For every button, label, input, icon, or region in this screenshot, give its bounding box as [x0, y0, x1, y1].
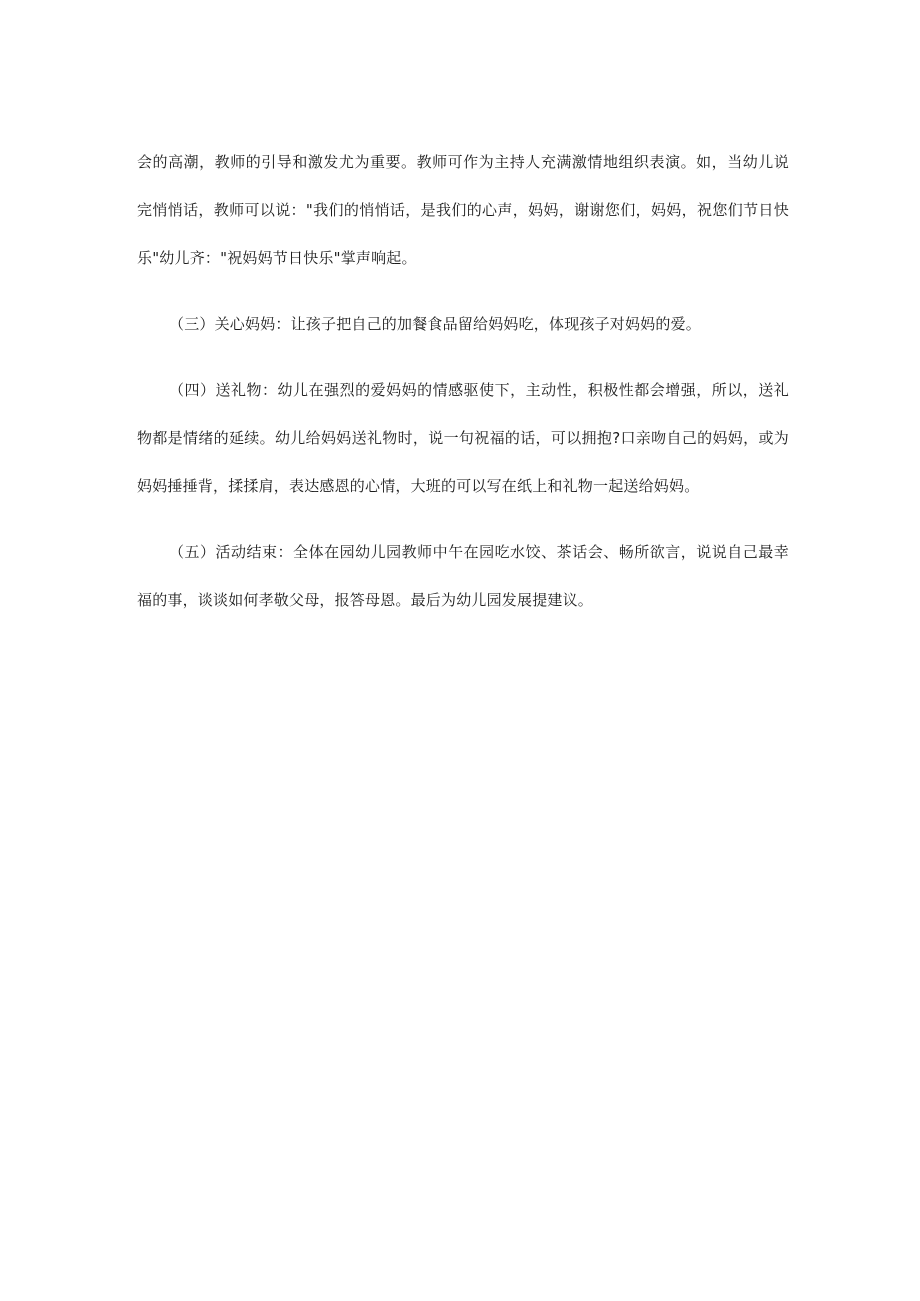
paragraph-section-4: （四）送礼物：幼儿在强烈的爱妈妈的情感驱使下，主动性，积极性都会增强，所以，送礼物都是情绪的延续。幼儿给妈妈送礼物时，说一句祝福的话，可以拥抱?口亲吻自己的妈妈，或为妈妈捶捶背，揉揉肩，表达感恩的心情，大班的可以写在纸上和礼物一起送给妈妈。: [137, 381, 789, 495]
paragraph-continuation: 会的高潮，教师的引导和激发尤为重要。教师可作为主持人充满激情地组织表演。如，当幼儿说完悄悄话，教师可以说："我们的悄悄话，是我们的心声，妈妈，谢谢您们，妈妈，祝您们节日快乐"幼儿齐："祝妈妈节日快乐"掌声响起。: [137, 153, 789, 267]
document-body: [137, 138, 789, 624]
paragraph-section-3: （三）关心妈妈：让孩子把自己的加餐食品留给妈妈吃，体现孩子对妈妈的爱。: [169, 315, 702, 333]
paragraph-section-5: （五）活动结束：全体在园幼儿园教师中午在园吃水饺、茶话会、畅所欲言，说说自己最幸福的事，谈谈如何孝敬父母，报答母恩。最后为幼儿园发展提建议。: [137, 543, 789, 609]
